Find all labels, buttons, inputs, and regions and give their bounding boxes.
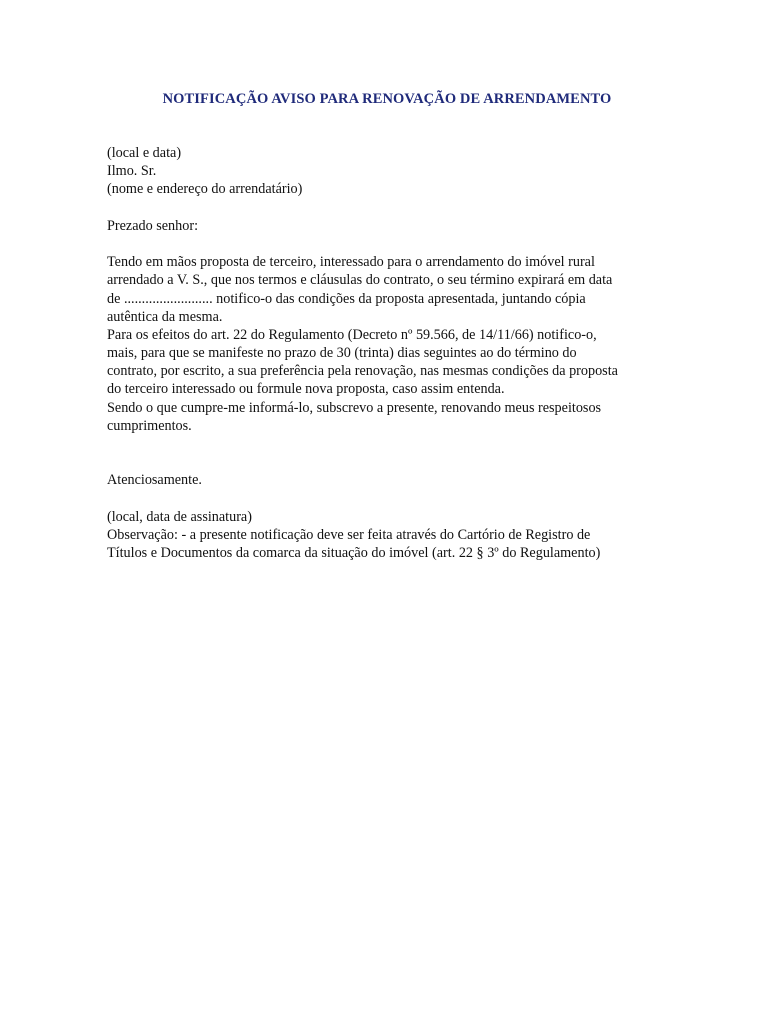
signature-place-date: (local, data de assinatura) — [107, 508, 252, 525]
document-title: NOTIFICAÇÃO AVISO PARA RENOVAÇÃO DE ARRENDAMENTO — [162, 91, 612, 107]
header-line-name-address: (nome e endereço do arrendatário) — [107, 181, 303, 198]
salutation: Prezado senhor: — [107, 217, 199, 234]
document-body — [107, 144, 647, 562]
spacer — [107, 235, 647, 253]
paragraph-line: Tendo em mãos proposta de terceiro, interessado para o arrendamento do imóvel rural — [107, 254, 595, 271]
paragraph-line: cumprimentos. — [107, 417, 192, 434]
paragraph-line: arrendado a V. S., que nos termos e cláusulas do contrato, o seu término expirará em data — [107, 272, 613, 289]
header-line-place-date: (local e data) — [107, 145, 182, 161]
paragraph-line: contrato, por escrito, a sua preferência pela renovação, nas mesmas condições da proposta — [107, 363, 618, 380]
spacer — [107, 199, 647, 217]
observation-line: Observação: - a presente notificação deve ser feita através do Cartório de Registro de — [107, 526, 591, 543]
paragraph-line: Para os efeitos do art. 22 do Regulamento (Decreto nº 59.566, de 14/11/66) notifico-o, — [107, 326, 597, 343]
spacer — [107, 435, 647, 471]
paragraph-line: de ......................... notifico-o das condições da proposta apresentada, juntando cópia — [107, 290, 586, 307]
paragraph-line: mais, para que se manifeste no prazo de 30 (trinta) dias seguintes ao do término do — [107, 345, 577, 362]
spacer — [107, 490, 647, 508]
header-line-addressee: Ilmo. Sr. — [107, 163, 157, 180]
paragraph-line: do terceiro interessado ou formule nova proposta, caso assim entenda. — [107, 381, 505, 398]
observation-line: Títulos e Documentos da comarca da situação do imóvel (art. 22 § 3º do Regulamento) — [107, 545, 601, 562]
paragraph-line: autêntica da mesma. — [107, 308, 223, 325]
closing: Atenciosamente. — [107, 472, 202, 489]
paragraph-line: Sendo o que cumpre-me informá-lo, subscrevo a presente, renovando meus respeitosos — [107, 399, 602, 416]
